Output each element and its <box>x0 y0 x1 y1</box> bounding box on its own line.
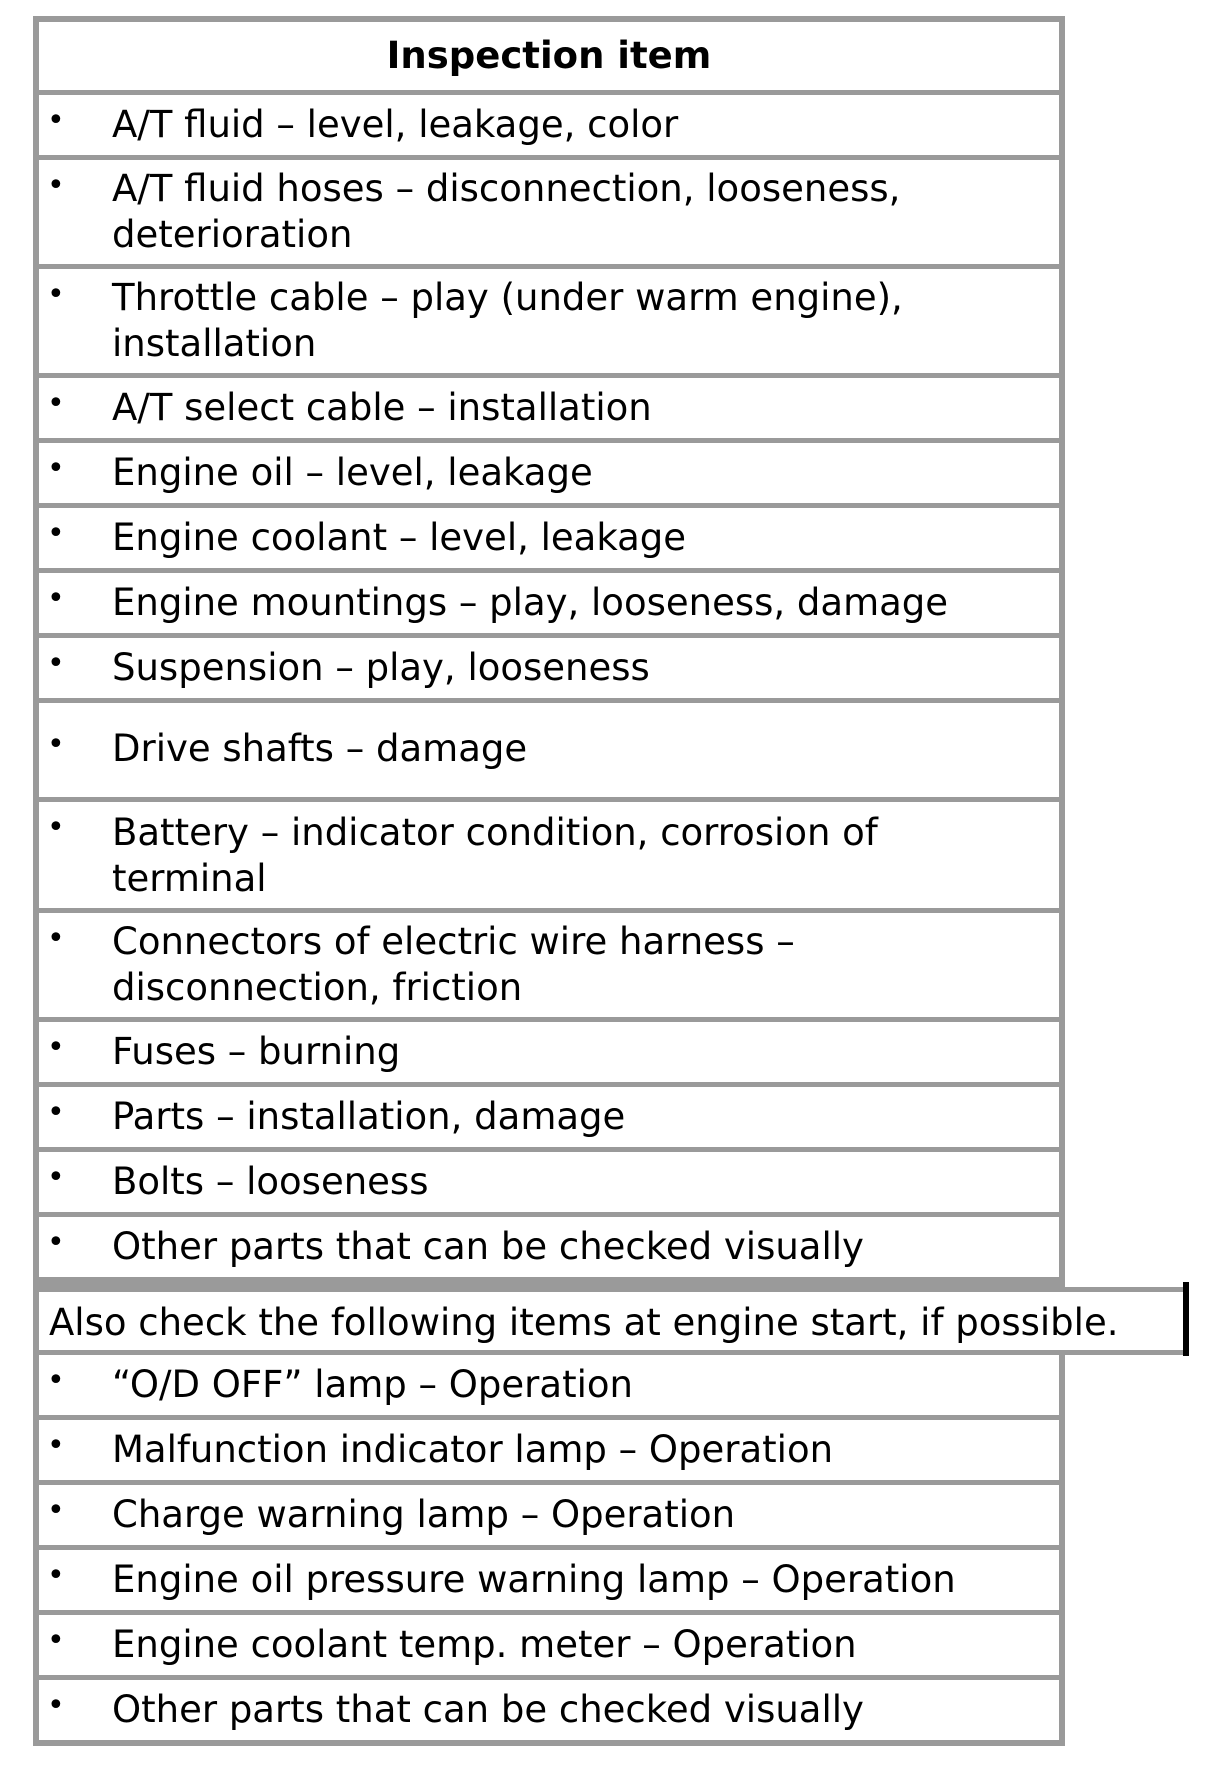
table-row <box>39 1485 1059 1545</box>
item-text: Engine mountings – play, looseness, damage <box>112 581 949 624</box>
item-text: Engine oil – level, leakage <box>112 451 593 494</box>
bullet: • <box>47 1623 65 1658</box>
table-row <box>39 1615 1059 1675</box>
bullet: • <box>47 1095 65 1130</box>
item-text: Charge warning lamp – Operation <box>112 1493 736 1536</box>
bullet: • <box>47 921 65 956</box>
bullet: • <box>47 646 65 681</box>
table-row <box>39 1217 1059 1277</box>
table-row <box>39 802 1059 908</box>
item-text: Malfunction indicator lamp – Operation <box>112 1428 834 1471</box>
bullet: • <box>47 1030 65 1065</box>
item-text: Bolts – looseness <box>112 1160 429 1203</box>
bullet: • <box>47 386 65 421</box>
bullet: • <box>47 168 65 203</box>
bullet: • <box>47 1160 65 1195</box>
bullet: • <box>47 516 65 551</box>
table-row <box>39 913 1059 1017</box>
bullet: • <box>47 1428 65 1463</box>
item-text: Parts – installation, damage <box>112 1095 626 1138</box>
bullet: • <box>47 1225 65 1260</box>
item-text: Drive shafts – damage <box>112 727 528 770</box>
item-text: Throttle cable – play (under warm engine), installation <box>112 276 903 365</box>
item-text: Battery – indicator condition, corrosion of terminal <box>112 811 878 900</box>
bullet: • <box>47 810 65 845</box>
item-text: Suspension – play, looseness <box>112 646 650 689</box>
table-header <box>39 22 1059 90</box>
table-row <box>39 1087 1059 1147</box>
table-row <box>39 1355 1059 1415</box>
table-row <box>39 160 1059 264</box>
item-text: Engine oil pressure warning lamp – Operation <box>112 1558 956 1601</box>
bullet: • <box>47 451 65 486</box>
table-row <box>39 1680 1059 1740</box>
note-row <box>33 1287 1188 1355</box>
inspection-table <box>33 16 1065 1746</box>
table-row <box>39 573 1059 633</box>
note-text: Also check the following items at engine start, if possible. <box>49 1301 1119 1344</box>
item-text: Other parts that can be checked visually <box>112 1688 864 1731</box>
item-text: Connectors of electric wire harness – disconnection, friction <box>112 920 795 1009</box>
bullet: • <box>47 581 65 616</box>
table-row <box>39 1550 1059 1610</box>
table-row <box>39 508 1059 568</box>
table-row <box>39 1022 1059 1082</box>
table-row <box>39 1420 1059 1480</box>
table-row <box>39 269 1059 373</box>
item-text: Fuses – burning <box>112 1030 401 1073</box>
bullet: • <box>47 1688 65 1723</box>
bullet: • <box>47 103 65 138</box>
table-row <box>39 95 1059 155</box>
item-text: A/T fluid – level, leakage, color <box>112 103 679 146</box>
note-right-border <box>1183 1282 1189 1356</box>
item-text: “O/D OFF” lamp – Operation <box>112 1363 633 1406</box>
bullet: • <box>47 1363 65 1398</box>
bullet: • <box>47 277 65 312</box>
item-text: A/T select cable – installation <box>112 386 652 429</box>
table-row <box>39 703 1059 797</box>
table-row <box>39 1152 1059 1212</box>
item-text: Engine coolant – level, leakage <box>112 516 687 559</box>
table-row <box>39 378 1059 438</box>
table-row <box>39 443 1059 503</box>
table-row <box>39 638 1059 698</box>
item-text: Engine coolant temp. meter – Operation <box>112 1623 857 1666</box>
item-text: Other parts that can be checked visually <box>112 1225 864 1268</box>
bullet: • <box>47 1493 65 1528</box>
item-text: A/T fluid hoses – disconnection, looseness, deterioration <box>112 167 901 256</box>
bullet: • <box>47 1558 65 1593</box>
bullet: • <box>47 727 65 762</box>
header-title: Inspection item <box>386 34 712 77</box>
